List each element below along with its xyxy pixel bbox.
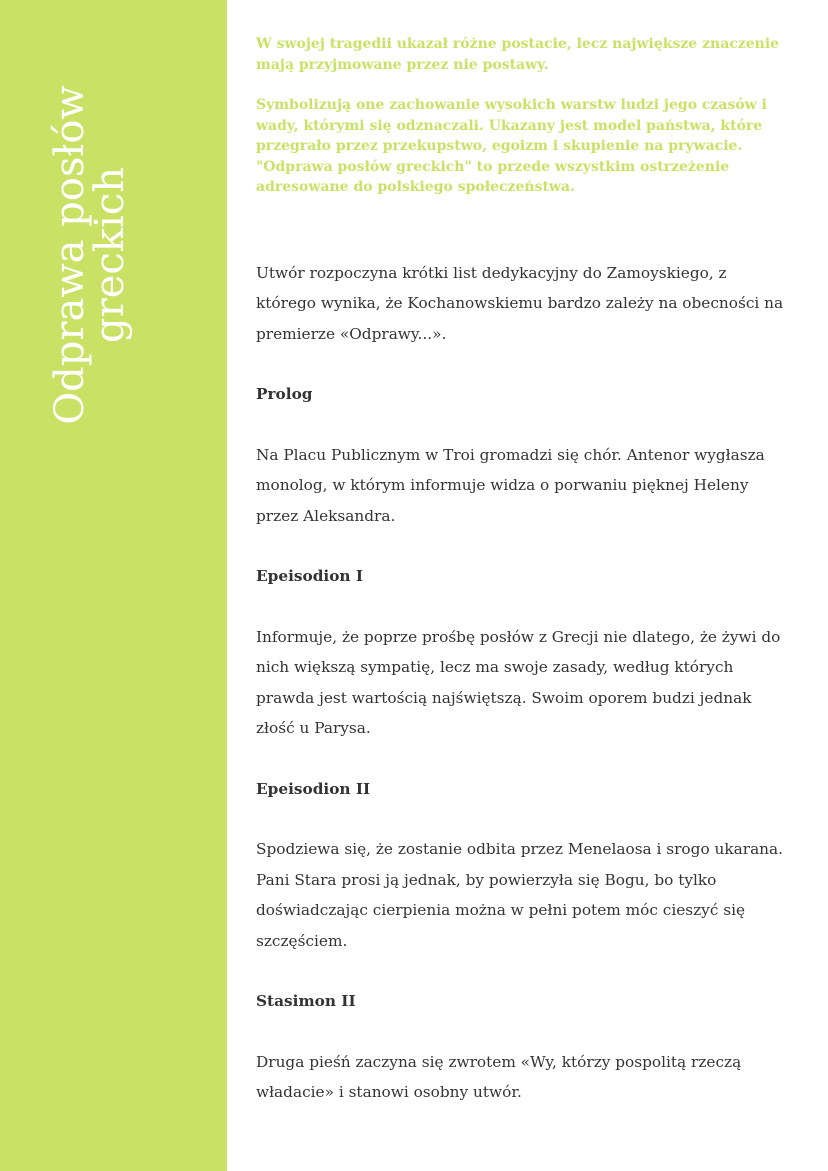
section-heading-epeisodion-2: Epeisodion II bbox=[256, 779, 371, 798]
intro-paragraph-2: Symbolizują one zachowanie wysokich warstw ludzi jego czasów i wady, którymi się odznaczali. Ukazany jest model państwa, które przegrało przez przekupstwo, egoizm i skupienie na prywacie. "Odprawa posłów greckich" to przede wszystkim ostrzeżenie adresowane do polskiego społeczeństwa. bbox=[256, 97, 767, 195]
prolog-paragraph: Na Placu Publicznym w Troi gromadzi się chór. Antenor wygłasza monolog, w którym informuje widza o porwaniu pięknej Heleny przez Aleksandra. bbox=[256, 445, 765, 525]
title-line-1: Odprawa posłów bbox=[47, 85, 93, 425]
document-title bbox=[47, 55, 133, 455]
main-content bbox=[256, 34, 791, 1108]
intro-paragraph-1: W swojej tragedii ukazał różne postacie, lecz największe znaczenie mają przyjmowane przez nie postawy. bbox=[256, 36, 780, 73]
sidebar-panel bbox=[0, 0, 227, 1171]
section-heading-epeisodion-1: Epeisodion I bbox=[256, 567, 364, 585]
title-line-2: greckich bbox=[87, 167, 133, 343]
epeisodion-1-paragraph: Informuje, że poprze prośbę posłów z Grecji nie dlatego, że żywi do nich większą sympatię, lecz ma swoje zasady, według których prawda jest wartością najświętszą. Swoim oporem budzi jednak złość u Parysa. bbox=[256, 627, 781, 737]
stasimon-2-paragraph: Druga pieśń zaczyna się zwrotem «Wy, którzy pospolitą rzeczą władacie» i stanowi osobny utwór. bbox=[256, 1052, 742, 1101]
section-heading-stasimon-2: Stasimon II bbox=[256, 992, 356, 1010]
opening-paragraph: Utwór rozpoczyna krótki list dedykacyjny do Zamoyskiego, z którego wynika, że Kochanowskiemu bardzo zależy na obecności na premierze «Odprawy...». bbox=[256, 263, 784, 343]
epeisodion-2-paragraph: Spodziewa się, że zostanie odbita przez Menelaosa i srogo ukarana. Pani Stara prosi ją jednak, by powierzyła się Bogu, bo tylko doświadczając cierpienia można w pełni potem móc cieszyć się szczęściem. bbox=[256, 840, 784, 950]
section-heading-prolog: Prolog bbox=[256, 385, 313, 403]
